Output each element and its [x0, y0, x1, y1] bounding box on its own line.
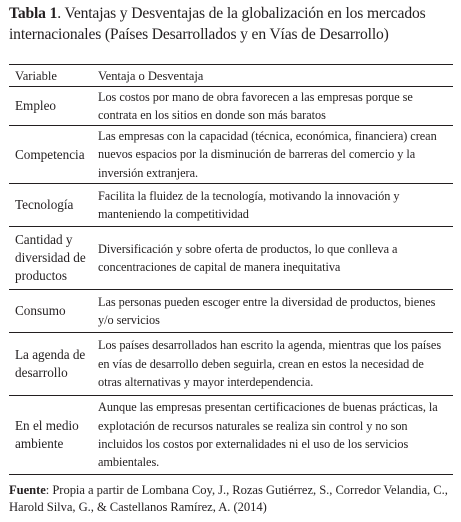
header-variable: Variable	[15, 68, 57, 83]
row-description: Facilita la fluidez de la tecnología, motivando la innovación y manteniendo la competitividad	[98, 188, 400, 221]
source-label: Fuente	[9, 483, 46, 497]
table-row	[9, 290, 453, 333]
table-caption	[9, 3, 453, 45]
table-header-row	[9, 65, 453, 87]
caption-label: Tabla 1	[9, 5, 58, 22]
row-description: Aunque las empresas presentan certificaciones de buenas prácticas, la explotación de recursos naturales se realiza sin control y no son incluidos los costos por externalidades ni el uso de los servicios ambientales.	[98, 400, 438, 470]
row-variable: Competencia	[15, 146, 85, 162]
source-text: Propia a partir de Lombana Coy, J., Rozas Gutiérrez, S., Corredor Velandia, C., Harold Silva, G., & Castellanos Ramírez, A. (2014)	[9, 483, 448, 514]
row-variable: La agenda de desarrollo	[15, 347, 86, 380]
row-variable: Tecnología	[15, 197, 74, 212]
table-row	[9, 184, 453, 227]
row-description: Los costos por mano de obra favorecen a las empresas porque se contrata en los sitios en donde son más baratos	[98, 89, 413, 122]
table-row	[9, 396, 453, 474]
table-row	[9, 126, 453, 184]
table-source	[9, 482, 453, 515]
row-description: Las personas pueden escoger entre la diversidad de productos, bienes y/o servicios	[98, 294, 436, 327]
row-description: Diversificación y sobre oferta de productos, lo que conlleva a concentraciones de capital de manera inequitativa	[98, 241, 398, 274]
caption-separator: .	[57, 5, 65, 22]
table-row	[9, 333, 453, 396]
header-description: Ventaja o Desventaja	[98, 68, 204, 83]
row-description: Las empresas con la capacidad (técnica, económica, financiera) crean nuevos espacios por la disminución de barreras del comercio y la inversión extranjera.	[98, 128, 437, 180]
table-row	[9, 227, 453, 290]
row-variable: Empleo	[15, 98, 57, 113]
row-variable: En el medio ambiente	[15, 418, 79, 451]
row-description: Los países desarrollados han escrito la agenda, mientras que los países en vías de desarrollo deben seguirla, crean en estos la necesidad de otras alternativas y mayor interdependencia.	[98, 338, 442, 390]
row-variable: Consumo	[15, 303, 66, 318]
caption-text: Ventajas y Desventajas de la globalización en los mercados internacionales (Países Desarrollados y en Vías de Desarrollo)	[9, 5, 426, 43]
row-variable: Cantidad y diversidad de productos	[15, 232, 86, 283]
table-row	[9, 87, 453, 126]
source-separator: :	[45, 483, 53, 497]
globalization-table	[9, 64, 453, 475]
